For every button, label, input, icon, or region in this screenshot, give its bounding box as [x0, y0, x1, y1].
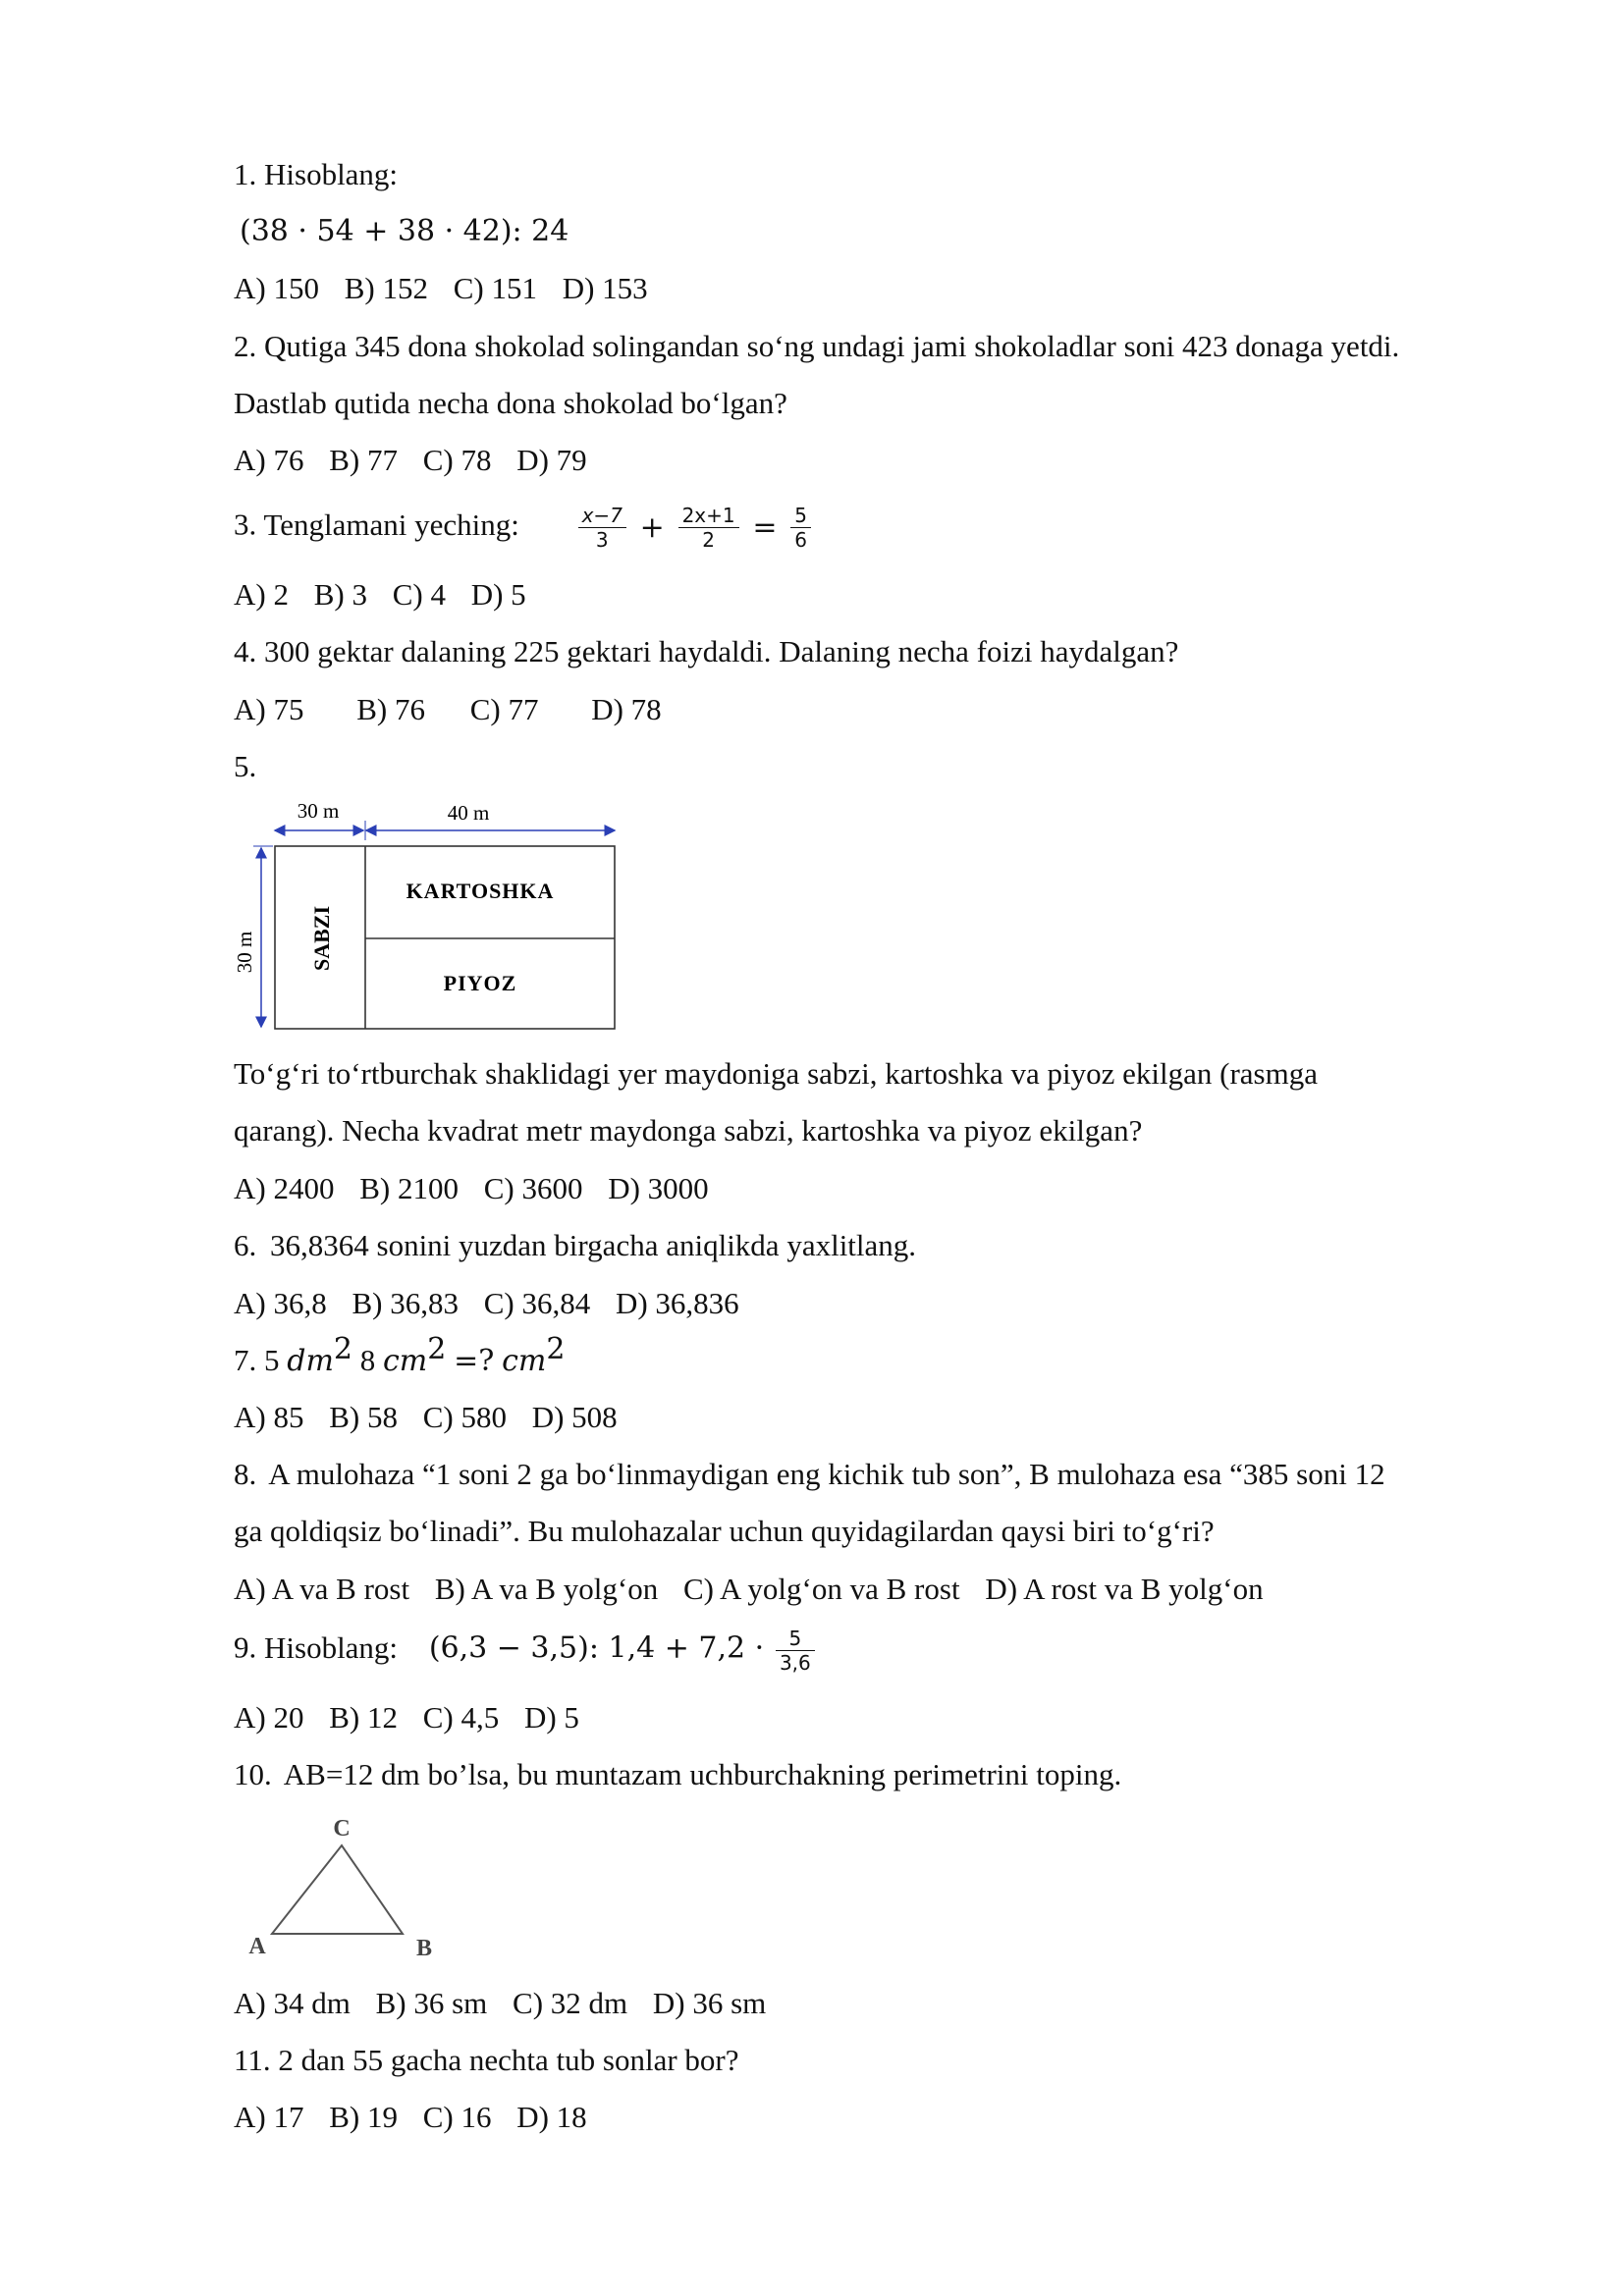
question-11 — [234, 2041, 739, 2080]
question-2-line-1 — [234, 327, 1399, 366]
question-text: Qutiga 345 dona shokolad solingandan so‘ng undagi jami shokoladlar soni 423 donaga yetdi. — [264, 329, 1400, 363]
question-number: 8. — [234, 1457, 257, 1491]
question-1-expression: (38 · 54 + 38 · 42): 24 — [240, 214, 569, 248]
option-b[interactable]: B) 77 — [329, 443, 398, 477]
unit-cm: cm — [502, 1344, 547, 1378]
option-d[interactable]: D) 5 — [470, 577, 526, 612]
option-a[interactable]: A) A va B rost — [234, 1572, 410, 1606]
vertex-b-label: B — [415, 1936, 433, 1961]
question-3-options — [234, 575, 544, 614]
question-8-line-2: ga qoldiqsiz bo‘linadi”. Bu mulohazalar uchun quyidagilardan qaysi biri to‘g‘ri? — [234, 1514, 1215, 1548]
option-c[interactable]: C) 580 — [422, 1400, 507, 1434]
question-number: 9. — [234, 1629, 257, 1665]
option-b[interactable]: B) 58 — [329, 1400, 398, 1434]
option-b[interactable]: B) 36,83 — [352, 1286, 459, 1320]
option-a[interactable]: A) 34 dm — [234, 1986, 351, 2020]
fraction-denominator: 3,6 — [779, 1651, 811, 1675]
question-10-options — [234, 1984, 784, 2023]
option-c[interactable]: C) 32 dm — [513, 1986, 628, 2020]
option-c[interactable]: C) 77 — [469, 692, 539, 726]
option-c[interactable]: C) 151 — [453, 271, 537, 305]
option-b[interactable]: B) 2100 — [359, 1171, 459, 1205]
unit-dm: dm — [287, 1344, 334, 1378]
option-c[interactable]: C) 3600 — [483, 1171, 583, 1205]
question-6-options — [234, 1284, 757, 1323]
option-b[interactable]: B) 19 — [329, 2100, 398, 2134]
question-6 — [234, 1226, 916, 1265]
option-a[interactable]: A) 36,8 — [234, 1286, 327, 1320]
option-a[interactable]: A) 150 — [234, 271, 319, 305]
dim-top-right-label: 40 m — [447, 801, 490, 825]
option-d[interactable]: D) 18 — [516, 2100, 587, 2134]
option-a[interactable]: A) 17 — [234, 2100, 304, 2134]
question-5-line-1: To‘g‘ri to‘rtburchak shaklidagi yer maydoniga sabzi, kartoshka va piyoz ekilgan (rasmga — [234, 1056, 1318, 1091]
question-text: 2 dan 55 gacha nechta tub sonlar bor? — [278, 2043, 739, 2077]
question-text: 300 gektar dalaning 225 gektari haydaldi. Dalaning necha foizi haydalgan? — [264, 634, 1179, 668]
option-a[interactable]: A) 76 — [234, 443, 304, 477]
fraction — [776, 1627, 815, 1675]
option-d[interactable]: D) 508 — [531, 1400, 618, 1434]
option-d[interactable]: D) 153 — [562, 271, 648, 305]
question-text: Hisoblang: — [264, 1629, 399, 1665]
question-2-line-2: Dastlab qutida necha dona shokolad bo‘lgan? — [234, 386, 787, 420]
option-c[interactable]: C) 16 — [422, 2100, 492, 2134]
fraction-1 — [578, 504, 626, 552]
field-diagram — [226, 795, 638, 1036]
option-b[interactable]: B) A va B yolg‘on — [434, 1572, 659, 1606]
question-5-options — [234, 1169, 727, 1208]
option-b[interactable]: B) 152 — [344, 271, 428, 305]
vertex-c-label: C — [333, 1816, 351, 1842]
question-number: 4. — [234, 634, 257, 668]
exponent: 2 — [333, 1332, 352, 1366]
question-text: Hisoblang: — [264, 157, 399, 191]
question-1 — [234, 155, 398, 194]
vertex-a-label: A — [248, 1934, 266, 1959]
fraction-2 — [678, 504, 739, 552]
option-b[interactable]: B) 76 — [356, 692, 425, 726]
plus-sign: + — [639, 509, 665, 545]
question-9-options — [234, 1698, 597, 1737]
option-c[interactable]: C) 78 — [422, 443, 492, 477]
question-3 — [234, 504, 815, 552]
value-cm: 8 — [359, 1343, 376, 1377]
option-c[interactable]: C) A yolg‘on va B rost — [682, 1572, 960, 1606]
question-7 — [234, 1332, 566, 1381]
question-4-options — [234, 690, 679, 729]
fraction-numerator: 5 — [776, 1627, 815, 1651]
option-d[interactable]: D) 3000 — [608, 1171, 709, 1205]
option-b[interactable]: B) 36 sm — [375, 1986, 488, 2020]
exponent: 2 — [427, 1332, 447, 1366]
equals-sign: = — [752, 509, 778, 545]
question-text: AB=12 dm bo’lsa, bu muntazam uchburchakning perimetrini toping. — [283, 1757, 1122, 1791]
option-a[interactable]: A) 2400 — [234, 1171, 335, 1205]
option-d[interactable]: D) 5 — [523, 1700, 579, 1735]
fraction-3 — [790, 504, 811, 552]
question-10 — [234, 1755, 1121, 1794]
option-a[interactable]: A) 75 — [234, 692, 304, 726]
question-number: 10. — [234, 1757, 272, 1791]
equals-question: =? — [454, 1344, 495, 1378]
question-number: 6. — [234, 1228, 257, 1262]
question-2-options — [234, 441, 605, 480]
question-number: 3. — [234, 507, 257, 542]
question-number: 7. — [234, 1343, 257, 1377]
option-d[interactable]: D) 79 — [516, 443, 587, 477]
question-5-line-2: qarang). Necha kvadrat metr maydonga sabzi, kartoshka va piyoz ekilgan? — [234, 1113, 1143, 1148]
question-5-number: 5. — [234, 749, 257, 783]
option-d[interactable]: D) 78 — [591, 692, 662, 726]
label-kartoshka: KARTOSHKA — [406, 879, 555, 903]
question-8-options — [234, 1570, 1281, 1609]
question-9 — [234, 1627, 819, 1675]
fraction-1-denominator: 3 — [595, 528, 609, 552]
value-dm: 5 — [264, 1343, 280, 1377]
question-number: 2. — [234, 329, 257, 363]
question-text: A mulohaza “1 soni 2 ga bo‘linmaydigan eng kichik tub son”, B mulohaza esa “385 soni 12 — [268, 1457, 1385, 1491]
question-text: Tenglamani yeching: — [263, 507, 519, 542]
option-a[interactable]: A) 2 — [234, 577, 289, 612]
fraction-2-denominator: 2 — [702, 528, 715, 552]
option-d[interactable]: D) 36 sm — [652, 1986, 767, 2020]
option-d[interactable]: D) 36,836 — [615, 1286, 739, 1320]
fraction-1-numerator: x−7 — [578, 504, 626, 528]
label-sabzi: SABZI — [309, 905, 334, 972]
option-c[interactable]: C) 36,84 — [483, 1286, 591, 1320]
question-8-line-1 — [234, 1455, 1385, 1494]
option-a[interactable]: A) 20 — [234, 1700, 304, 1735]
dim-left-label: 30 m — [233, 931, 256, 974]
question-number: 11. — [234, 2043, 271, 2077]
question-7-options — [234, 1398, 635, 1437]
fraction-3-numerator: 5 — [790, 504, 811, 528]
question-1-options — [234, 269, 666, 308]
question-4 — [234, 632, 1178, 671]
question-text: 36,8364 sonini yuzdan birgacha aniqlikda yaxlitlang. — [270, 1228, 917, 1262]
expression: (6,3 − 3,5): 1,4 + 7,2 · — [428, 1630, 765, 1666]
option-a[interactable]: A) 85 — [234, 1400, 304, 1434]
equilateral-triangle — [272, 1845, 403, 1934]
unit-cm: cm — [383, 1344, 428, 1378]
dim-top-left-label: 30 m — [297, 799, 340, 823]
label-piyoz: PIYOZ — [443, 971, 517, 995]
option-c[interactable]: C) 4,5 — [422, 1700, 500, 1735]
question-11-options — [234, 2098, 605, 2137]
fraction-2-numerator: 2x+1 — [678, 504, 739, 528]
question-number: 1. — [234, 157, 257, 191]
option-b[interactable]: B) 3 — [313, 577, 367, 612]
fraction-3-denominator: 6 — [794, 528, 807, 552]
option-d[interactable]: D) A rost va B yolg‘on — [985, 1572, 1264, 1606]
option-b[interactable]: B) 12 — [329, 1700, 398, 1735]
option-c[interactable]: C) 4 — [392, 577, 446, 612]
exponent: 2 — [546, 1332, 566, 1366]
triangle-figure — [236, 1806, 452, 1963]
